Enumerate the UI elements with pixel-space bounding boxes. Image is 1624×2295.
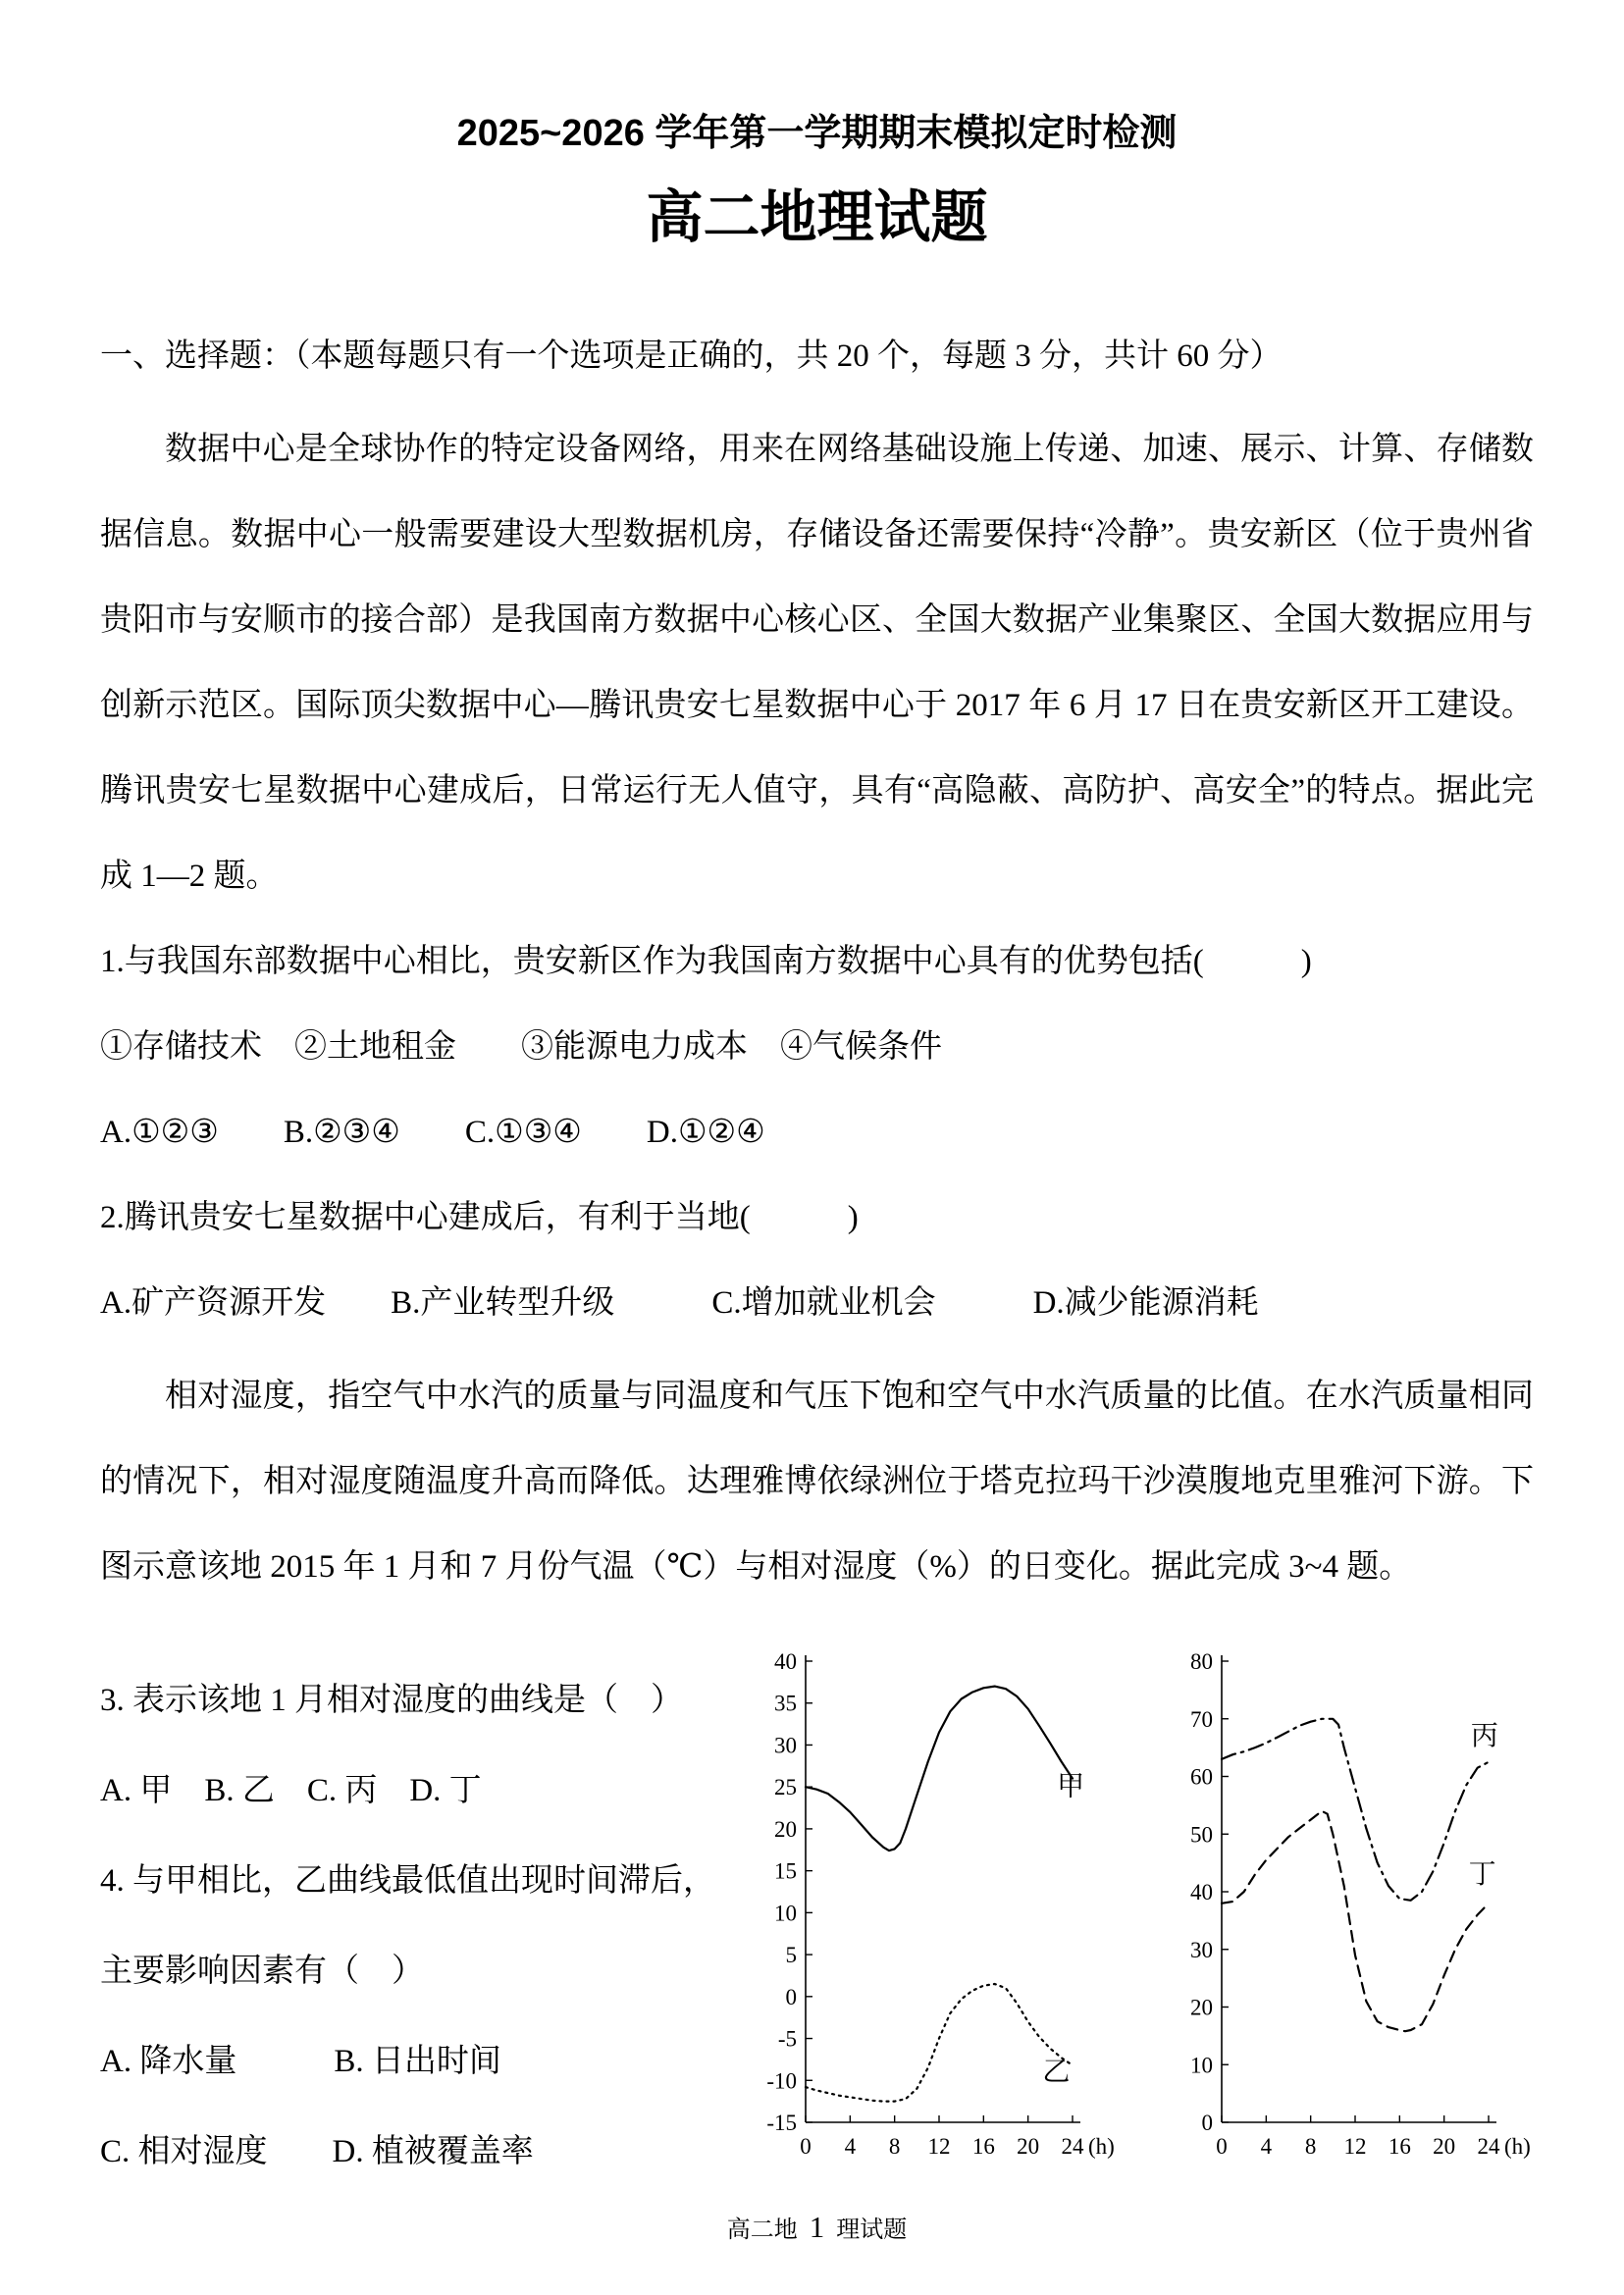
y-tick-label: 30 xyxy=(1190,1937,1213,1962)
y-tick-label: 15 xyxy=(774,1858,797,1884)
y-tick-label: 0 xyxy=(1201,2111,1213,2135)
question-4-stem-line2: 主要影响因素有（ ） xyxy=(100,1954,424,1989)
y-tick-label: 35 xyxy=(774,1691,797,1716)
x-tick-label: 16 xyxy=(1388,2134,1411,2159)
y-tick-label: 25 xyxy=(774,1775,797,1800)
curve-label-丙: 丙 xyxy=(1470,1721,1498,1752)
x-axis-unit-label: (h) xyxy=(1504,2134,1531,2159)
footer-text-left: 高二地 xyxy=(726,2217,798,2243)
x-axis-unit-label: (h) xyxy=(1088,2134,1115,2159)
passage-data-center: 数据中心是全球协作的特定设备网络，用来在网络基础设施上传递、加速、展示、计算、存储数据信息。数据中心一般需要建设大型数据机房，存储设备还需要保持“冷静”。贵安新区（位于贵州省贵阳市与安顺市的接合部）是我国南方数据中心核心区、全国大数据产业集聚区、全国大数据应用与创新示范区。国际顶尖数据中心—腾讯贵安七星数据中心于 2017 年 6 月 17 日在贵安新区开工建设。腾讯贵安七星数据中心建成后，日常运行无人值守，具有“高隐蔽、高防护、高安全”的特点。据此完成 1—2 题。 xyxy=(100,432,1534,894)
humidity-daily-variation-chart xyxy=(1165,1645,1547,2165)
question-2-choices: A.矿产资源开发 B.产业转型升级 C.增加就业机会 D.减少能源消耗 xyxy=(100,1285,1259,1321)
y-tick-label: -10 xyxy=(766,2068,797,2094)
curve-label-丁: 丁 xyxy=(1468,1859,1496,1891)
curve-丙 xyxy=(1222,1719,1489,1901)
x-tick-label: 12 xyxy=(1343,2134,1367,2159)
curve-label-甲: 甲 xyxy=(1057,1771,1085,1802)
passage-relative-humidity: 相对湿度，指空气中水汽的质量与同温度和气压下饱和空气中水汽质量的比值。在水汽质量相同的情况下，相对湿度随温度升高而降低。达理雅博依绿洲位于塔克拉玛干沙漠腹地克里雅河下游。下图示意该地 2015 年 1 月和 7 月份气温（℃）与相对湿度（%）的日变化。据此完成 3~4 题。 xyxy=(100,1379,1534,1585)
x-tick-label: 8 xyxy=(1304,2134,1317,2159)
y-tick-label: 40 xyxy=(1190,1880,1213,1904)
y-tick-label: 20 xyxy=(1190,1995,1213,2020)
y-tick-label: 10 xyxy=(774,1901,797,1926)
y-tick-label: 30 xyxy=(774,1733,797,1758)
y-tick-label: 40 xyxy=(774,1649,797,1674)
curve-甲 xyxy=(806,1687,1073,1852)
y-tick-label: 60 xyxy=(1190,1764,1213,1790)
page-footer xyxy=(100,2211,1534,2247)
question-3-stem: 3. 表示该地 1 月相对湿度的曲线是（ ） xyxy=(100,1683,683,1718)
y-tick-label: -5 xyxy=(777,2026,797,2052)
y-tick-label: -15 xyxy=(766,2111,797,2135)
curve-丁 xyxy=(1222,1811,1489,2031)
question-2-stem: 2.腾讯贵安七星数据中心建成后，有利于当地( ) xyxy=(100,1200,859,1235)
x-tick-label: 0 xyxy=(1216,2134,1228,2159)
question-3-choices: A. 甲 B. 乙 C. 丙 D. 丁 xyxy=(100,1773,482,1808)
y-tick-label: 0 xyxy=(785,1984,797,2009)
x-tick-label: 12 xyxy=(927,2134,951,2159)
question-1-items: ①存储技术 ②土地租金 ③能源电力成本 ④气候条件 xyxy=(100,1029,942,1065)
exam-subject-title: 高二地理试题 xyxy=(646,185,988,249)
questions-and-charts-row xyxy=(100,1645,1534,2197)
x-tick-label: 4 xyxy=(844,2134,857,2159)
y-tick-label: 10 xyxy=(1190,2053,1213,2078)
y-tick-label: 70 xyxy=(1190,1706,1213,1732)
section-heading: 一、选择题：（本题每题只有一个选项是正确的，共 20 个，每题 3 分，共计 60 分） xyxy=(100,339,1283,374)
questions-3-4-column xyxy=(100,1645,715,2197)
y-tick-label: 80 xyxy=(1190,1649,1213,1674)
exam-session-title: 2025~2026 学年第一学期期末模拟定时检测 xyxy=(456,113,1178,154)
curve-label-乙: 乙 xyxy=(1042,2057,1071,2088)
curve-乙 xyxy=(806,1984,1073,2102)
x-tick-label: 0 xyxy=(800,2134,812,2159)
exam-header xyxy=(100,110,1534,253)
question-1-choices: A.①②③ B.②③④ C.①③④ D.①②④ xyxy=(100,1115,765,1150)
page-number: 1 xyxy=(809,2210,825,2244)
temperature-daily-variation-chart xyxy=(749,1645,1131,2165)
y-tick-label: 50 xyxy=(1190,1822,1213,1848)
x-tick-label: 4 xyxy=(1260,2134,1273,2159)
x-tick-label: 16 xyxy=(971,2134,995,2159)
x-tick-label: 20 xyxy=(1433,2134,1456,2159)
y-tick-label: 5 xyxy=(785,1943,797,1968)
x-tick-label: 24 xyxy=(1477,2134,1500,2159)
question-1-stem: 1.与我国东部数据中心相比，贵安新区作为我国南方数据中心具有的优势包括( ) xyxy=(100,944,1312,979)
x-tick-label: 24 xyxy=(1061,2134,1084,2159)
question-4-stem-line1: 4. 与甲相比，乙曲线最低值出现时间滞后， xyxy=(100,1863,715,1899)
x-tick-label: 20 xyxy=(1017,2134,1040,2159)
x-tick-label: 8 xyxy=(888,2134,901,2159)
footer-text-right: 理试题 xyxy=(836,2217,908,2243)
question-4-choices-line1: A. 降水量 B. 日出时间 xyxy=(100,2044,501,2079)
question-4-choices-line2: C. 相对湿度 D. 植被覆盖率 xyxy=(100,2134,534,2169)
y-tick-label: 20 xyxy=(774,1816,797,1842)
